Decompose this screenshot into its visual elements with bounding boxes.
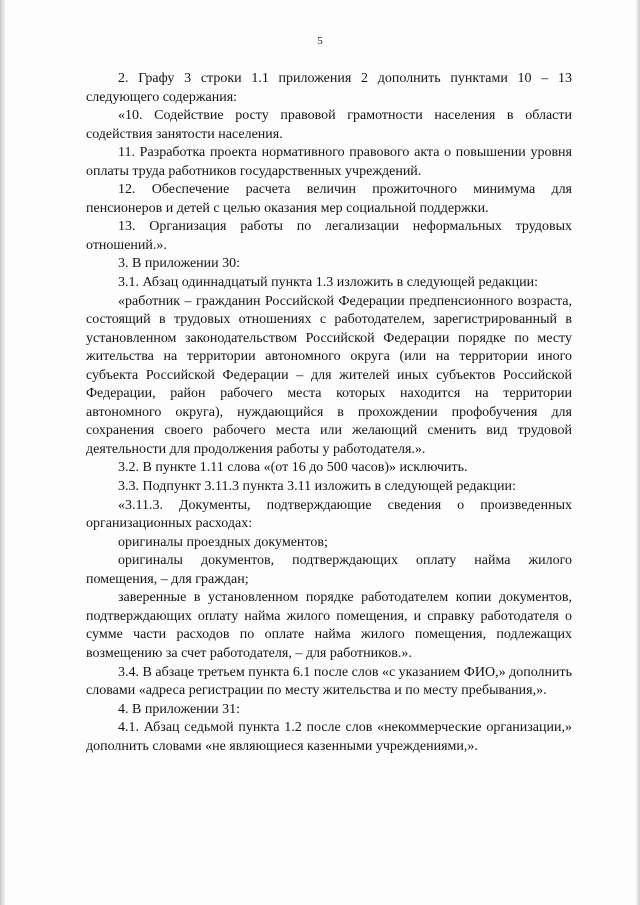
paragraph-3-3: 3.3. Подпункт 3.11.3 пункта 3.11 изложить в следующей редакции: bbox=[118, 479, 516, 495]
paragraph-worker-definition: «работник – гражданин Российской Федерации предпенсионного возраста, состоящий в трудовых отношениях с работодателем, зарегистрированный в установленном законодательством Российской Федерации порядке по месту жительства на территории автономного округа (или на территории иного субъекта Российской Федерации – для жителей иных субъектов Российской Федерации, район рабочего места которых находится на территории автономного округа), нуждающийся в прохождении профобучения для сохранения своего рабочего места или желающий сменить вид трудовой деятельности для продолжения работы у работодателя.». bbox=[86, 293, 572, 457]
paragraph-appendix-30: 3. В приложении 30: bbox=[118, 256, 241, 272]
paragraph-3-2: 3.2. В пункте 1.11 слова «(от 16 до 500 часов)» исключить. bbox=[118, 460, 468, 476]
page-number: 5 bbox=[317, 35, 323, 47]
document-body bbox=[86, 70, 572, 756]
paragraph-3-11-3: «3.11.3. Документы, подтверждающие сведения о произведенных организационных расходах: bbox=[86, 497, 572, 532]
paragraph-appendix-31: 4. В приложении 31: bbox=[118, 701, 241, 717]
paragraph-3-1: 3.1. Абзац одиннадцатый пункта 1.3 изложить в следующей редакции: bbox=[118, 275, 539, 291]
scan-edge-right bbox=[636, 0, 640, 905]
scan-edge-left bbox=[0, 0, 5, 905]
paragraph-certified-copies: заверенные в установленном порядке работодателем копии документов, подтверждающих оплату найма жилого помещения, и справку работодателя о сумме части расходов по оплате найма жилого помещения, подлежащих возмещению за счет работодателя, – для работников.». bbox=[86, 590, 572, 661]
paragraph-item-11: 11. Разработка проекта нормативного правового акта о повышении уровня оплаты труда работников государственных учреждений. bbox=[86, 145, 572, 179]
paragraph-3-4: 3.4. В абзаце третьем пункта 6.1 после слов «с указанием ФИО,» дополнить словами «адреса регистрации по месту жительства и по месту пребывания,». bbox=[86, 664, 572, 699]
paragraph-item-10: «10. Содействие росту правовой грамотности населения в области содействия занятости населения. bbox=[86, 108, 572, 142]
paragraph-item-13: 13. Организация работы по легализации неформальных трудовых отношений.». bbox=[86, 219, 572, 253]
paragraph-housing-documents: оригиналы документов, подтверждающих оплату найма жилого помещения, – для граждан; bbox=[86, 553, 572, 587]
paragraph-4-1: 4.1. Абзац седьмой пункта 1.2 после слов «некоммерческие организации,» дополнить словами «не являющиеся казенными учреждениями,». bbox=[86, 720, 572, 754]
paragraph-item-12: 12. Обеспечение расчета величин прожиточного минимума для пенсионеров и детей с целью оказания мер социальной поддержки. bbox=[86, 182, 572, 216]
paragraph-amend-appendix-2: 2. Графу 3 строки 1.1 приложения 2 дополнить пунктами 10 – 13 следующего содержания: bbox=[86, 71, 572, 105]
paragraph-travel-documents: оригиналы проездных документов; bbox=[118, 534, 328, 550]
